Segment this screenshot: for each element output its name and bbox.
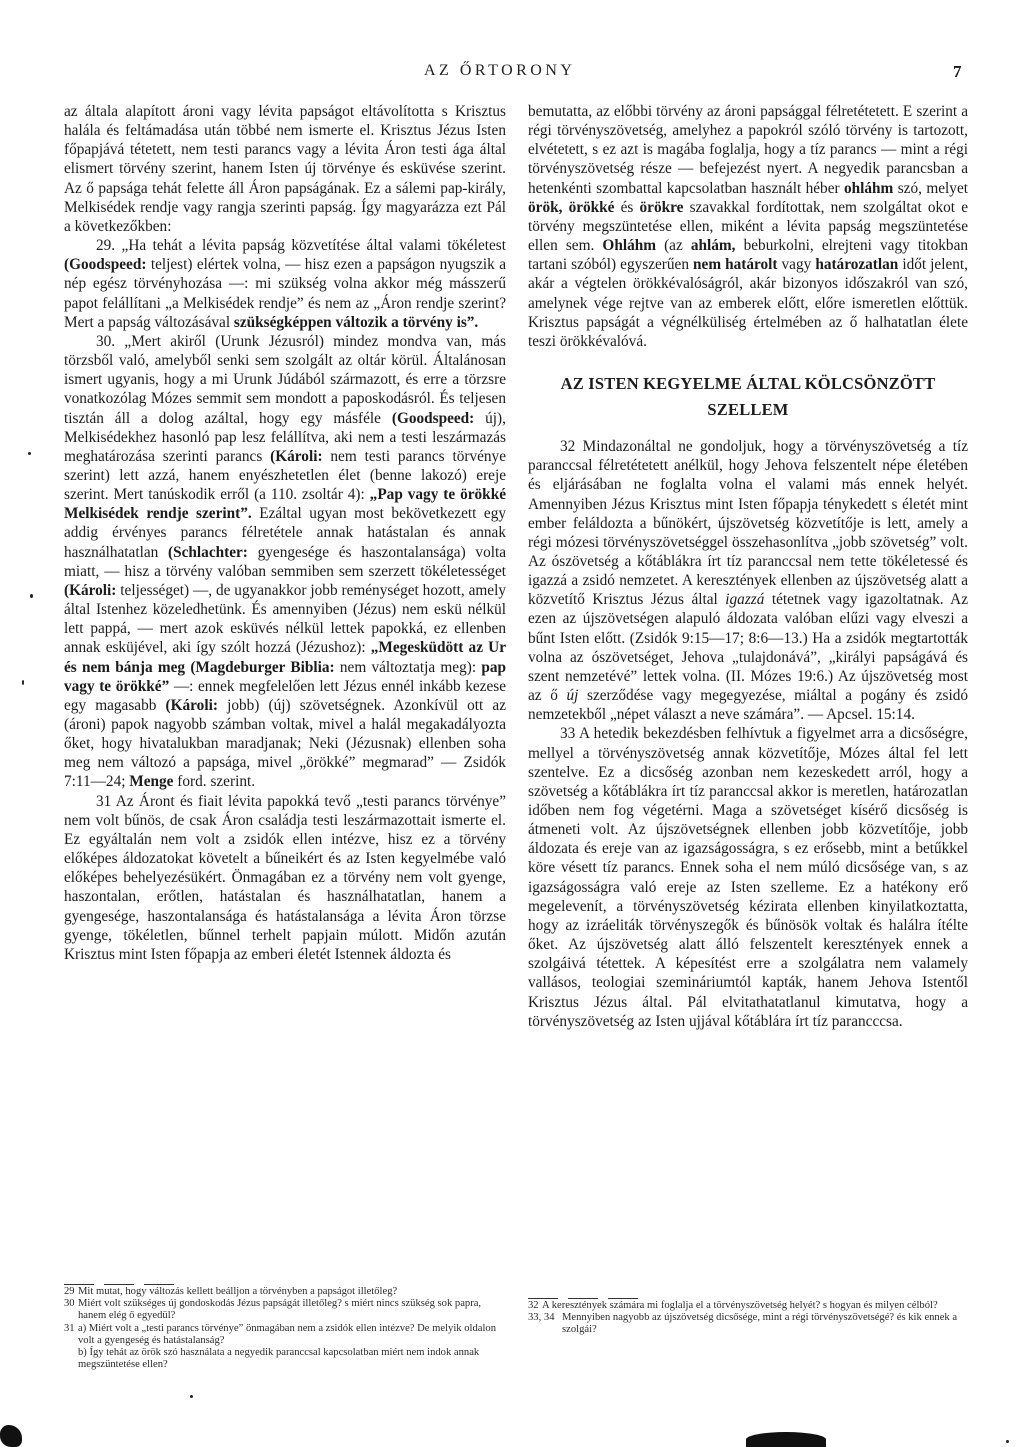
text-run: beburkolni, elrejteni vagy titokban tartani szóból) egyszerűen — [528, 237, 969, 274]
italic-emphasis: igazzá — [725, 591, 765, 609]
scan-speck — [1006, 1440, 1009, 1443]
text-run: szavakkal fordítottak, nem szolgáltat okot e törvény megszüntetése ellen, miként a lévita papság megszüntetése ellen sem. — [528, 198, 968, 255]
footnote-text: A keresztények számára mi foglalja el a törvényszövetség helyét? s hogyan és milyen célból? — [542, 1300, 938, 1311]
footnote-text: a) Miért volt a „testi parancs törvénye” önmagában nem a zsidók ellen intézve? De melyik oldalon volt a gyengeség és hatástalanság? — [78, 1322, 497, 1346]
paragraph-31 — [64, 792, 506, 964]
footnote-number: 31 — [64, 1322, 75, 1334]
footnotes-right — [528, 1298, 968, 1337]
italic-emphasis: új — [566, 687, 579, 705]
text-run: és — [614, 198, 640, 216]
bold-citation: (Goodspeed: — [391, 409, 475, 427]
text-run: nem változtatja meg): — [334, 658, 482, 676]
bold-term: nem határolt — [693, 256, 778, 274]
text-run: gyengesége és haszontalansága) volta miatt, — hisz a törvény valóban semmiben sem szerzett tökéletességet — [64, 543, 507, 580]
paragraph-32 — [528, 437, 968, 724]
paragraph-continued — [64, 102, 506, 236]
scan-speck — [190, 1395, 193, 1398]
footnote-text: b) Így tehát az örök szó használata a negyedik paranccsal kapcsolatban miért nem indok annak megszüntetése ellen? — [78, 1347, 480, 1371]
section-heading: AZ ISTEN KEGYELME ÁLTAL KÖLCSÖNZÖTT SZELLEM — [560, 374, 936, 420]
bold-term: határozatlan — [815, 256, 899, 274]
text-run: az általa alapított ároni vagy lévita papságot eltávolította s Krisztus halála és feltámadása után többé nem ismerte el. Krisztus Jézus Isten főpapjává tétetett, nem testi parancs vagy a lévita Áron testi ága által elismert törvény szerint, hanem Isten új törvénye és esküvése szerint. Az ő papsága tehát felette áll Áron papságának. Ez a sálemi pap-király, Melkisédek rendje vagy rangja szerinti papság. Így magyarázza ezt Pál a következőkben: — [64, 103, 506, 235]
text-run: tétetnek vagy igazoltatnak. Az ezen az újszövetségen alapuló áldozata valóban elűzi vagy elveszi a bűnt Isten előtt. (Zsidók 9:15—17; 8:6—13.) Ha a zsidók megtartották volna az ószövetséget, Jehova „tulajdonává”, „királyi papságává és szent nemzetévé” lettek volna. (II. Mózes 19:6.) Az újszövetség most az ő — [528, 591, 969, 705]
footnotes-left — [64, 1284, 506, 1371]
text-run: teljességet) —, de ugyanakkor jobb reménységet hozott, amely által Istenhez közeledhetünk. És amennyiben (Jézus) nem eskü nélkül lett pappá, — mert azok esküvés nélkül lettek papokká, ez ellenben annak esküjével, aki így szólt hozzá (Jézushoz): — [64, 581, 506, 657]
bold-term: örök, örökké — [528, 198, 615, 216]
bold-citation: (Károli: — [270, 447, 323, 465]
bold-term: ahlám, — [690, 237, 736, 255]
paragraph-30 — [64, 332, 506, 792]
footnote — [528, 1312, 968, 1336]
paragraph-continued — [528, 102, 968, 351]
bold-term: örökre — [639, 198, 684, 216]
right-column — [528, 102, 968, 1031]
text-run: szó, melyet — [893, 179, 968, 197]
bold-citation: (Károli: — [64, 581, 117, 599]
text-run: Ezáltal ugyan most bekövetkezett egy addig érvényes parancs félretétele annak hatástalan és annak használhatatlan — [64, 505, 506, 561]
footnote-number: 33, 34 — [528, 1312, 555, 1324]
footnote-text: Miért volt szükséges új gondoskodás Jézus papságát illetőleg? s miért nincs szükség sok papra, hanem elég ő egyedül? — [78, 1298, 482, 1322]
text-run: 30. „Mert akiről (Urunk Jézusról) mindez mondva van, más törzsből való, amelyből senki sem szolgált az oltár körül. Általánosan ismert ugyanis, hogy a mi Urunk Júdából származott, és erre a törzsre vonatkozólag Mózes semmit sem mondott a paposkodásról. És teljesen tisztán áll a dolog azáltal, hogy egy másféle — [64, 332, 506, 427]
text-run: vagy — [777, 256, 816, 274]
bold-term: Ohláhm — [602, 237, 656, 255]
scan-smudge — [746, 1432, 826, 1447]
running-header — [0, 62, 1024, 86]
text-run: 33 A hetedik bekezdésben felhívtuk a figyelmet arra a dicsőségre, mellyel a törvényszövetség annak közvetítője, Mózes által fel lett szentelve. Ez a dicsőség azonban nem kezeskedett arról, hogy a szövetség a kőtáblákra írt tíz paranccsal akkor is meretlen, határozatlan időben nem fog végetérni. Maga a szövetséget kísérő dicsőség is átmeneti volt. Az újszövetségnek ellenben jobb közvetítője, jobb áldozata és ereje van az igazságosságra, s ez erősebb, mint a betűkkel köre vésett tíz parancs. Ennek soha el nem múló dicsősége van, s az igazságosságra való ereje az Isten szelleme. Ez a hatékony erő megelevenít, a törvényszövetség kézirata ellenben kinyilatkoztatta, hogy az izráeliták törvényszegők és bűnösök voltak és halálra ítélte őket. Az újszövetség alatt álló felszentelt keresztények ennek a szolgáivá tétettek. A képesítést erre a szolgálatra nem valamely vallásos, teologiai szemináriumtól kapták, hanem Jehova Istentől Krisztus Jézus által. Pál elvitathatatlanul kimutatva, hogy a törvényszövetség az Isten ujjával kőtáblára írt tíz parancccsa. — [528, 725, 968, 1030]
bold-emphasis: szükségképpen változik a törvény is”. — [233, 313, 479, 331]
footnote — [64, 1298, 506, 1322]
scan-speck — [30, 594, 33, 598]
page-number: 7 — [953, 62, 962, 81]
text-run: jobb) (új) szövetségnek. Azonkívül ott az (ároni) papok nagyobb számban voltak, mivel a halál megakadályozta őket, hogy hivatalukban maradjanak; Neki (Jézusnak) ellenben soha meg nem változó a papsága, mivel „örökké” megmarad” — Zsidók 7:11—24; — [64, 696, 506, 791]
left-column — [64, 102, 506, 964]
text-run: időt jelent, akár a végtelen örökkévalóságról, akár bizonyos időszakról van szó, amelynek vége rejtve van az emberek előtt, előre ismeretlen előttük. Krisztus papságát a végnélküliség értelmében az ő halhatatlan élete teszi örökkévalóvá. — [528, 256, 968, 350]
scan-smudge — [0, 1425, 22, 1447]
paragraph-33 — [528, 724, 968, 1031]
footnote — [64, 1347, 506, 1371]
text-run: —: ennek megfelelően lett Jézus ennél inkább kezese egy magasabb — [64, 677, 507, 714]
scan-speck — [28, 452, 31, 455]
footnote-number: 32 — [528, 1300, 539, 1311]
text-run: bemutatta, az előbbi törvény az ároni papsággal félretétetett. E szerint a régi törvényszövetség, amelyhez a papokról szóló törvény is tartozott, elvétetett, s ez azt is magába foglalja, hogy a tíz parancs — mint a régi törvényszövetség része — befejezést nyert. A negyedik parancsban a hetenkénti szombattal kapcsolatban használt héber — [528, 103, 968, 197]
text-run: 31 Az Áront és fiait lévita papokká tevő „testi parancs törvénye” nem volt bűnös, de csak Áron családja testi leszármazottait ismerte el. Ez egyáltalán nem volt a zsidók ellen intézve, hisz ez a törvény előképes áldozatokat követelt a bűneikért és az Isten kegyelmébe való előképes behelyezésükért. Önmagában ez a törvény nem volt gyenge, haszontalan, erőtlen, hatástalan és használhatatlan, hanem a gyengesége, haszontalansága és hatástalansága a lévita Áron törzse gyenge, tökéletlen, bűnnel terhelt papjain múlott. Midőn azután Krisztus mint Isten főpapja az emberi életét Istennek áldozta és — [64, 792, 506, 963]
bold-quote: pap vagy te örökké” — [64, 658, 506, 695]
text-run: ford. szerint. — [173, 773, 256, 791]
paragraph-29 — [64, 236, 506, 332]
scan-speck — [22, 680, 24, 685]
footnote-text: Mennyiben nagyobb az újszövetség dicsősége, mint a régi törvényszövetségé? és kik ennek a szolgái? — [562, 1312, 958, 1336]
bold-quote: „Pap vagy te örökké Melkisédek rendje szerint”. — [64, 486, 506, 523]
footnote — [64, 1323, 506, 1347]
text-run: (az — [655, 237, 691, 255]
footnote-number: 29 — [64, 1286, 75, 1297]
bold-citation: (Schlachter: — [168, 543, 248, 561]
bold-citation: Menge — [129, 773, 174, 791]
text-run: teljest) elértek volna, — hisz ezen a papságon nyugszik a nép egész törvényhozása —: mi szükség volna akkor még másszerű papot felállítani „a Melkisédek rendje” és nem az „Áron rendje szerint? Mert a papság változásával — [64, 256, 506, 331]
bold-quote: „Megesküdött az Ur és nem bánja meg (Magdeburger Biblia: — [64, 639, 506, 676]
text-run: nem testi parancs törvénye szerint) lett azzá, hanem enyészhetetlen élet (benne lakozó) ereje szerint. Mert tanúskodik erről (a 110. zsoltár 4): — [64, 447, 506, 504]
text-run: 32 Mindazonáltal ne gondoljuk, hogy a törvényszövetség a tíz paranccsal félretétetett anélkül, hogy Jehova felszentelt népe életében és eljárásában ne foglalta volna el valami más ennek helyét. Amennyiben Jézus Krisztus mint Isten főpapja ténykedett s életét mint ember feláldozta a bűnökért, újszövetség közvetítője is lett, amely a régi mózesi törvényszövetséggel összehasonlítva „jobb szövetség” volt. Az ószövetség a kőtáblákra írt tíz paranccsal nem tette tökéletessé és igazzá a zsidó nemzetet. A keresztények ellenben az újszövetség alatt a közvetítő Krisztus Jézus által — [528, 438, 968, 609]
footnote-number: 30 — [64, 1298, 75, 1310]
bold-term: ohláhm — [844, 179, 894, 197]
publication-title: AZ ŐRTORONY — [424, 62, 576, 79]
bold-citation: (Károli: — [165, 696, 218, 714]
text-run: 29. „Ha tehát a lévita papság közvetítése által valami tökéletest — [96, 237, 506, 255]
text-run: szerződése vagy megegyezése, miáltal a pogány és zsidó nemzetekből „népet választ a neve számára”. — Apcsel. 15:14. — [528, 687, 968, 724]
bold-citation: (Goodspeed: — [64, 256, 147, 274]
text-run: új), Melkisédekhez hasonló pap lesz felállítva, aki nem a testi leszármazás meghatározása szerinti parancs — [64, 409, 506, 465]
footnote — [64, 1286, 506, 1298]
footnote — [528, 1300, 968, 1312]
footnote-text: Mit mutat, hogy változás kellett beálljon a törvényben a papságot illetőleg? — [78, 1286, 398, 1297]
